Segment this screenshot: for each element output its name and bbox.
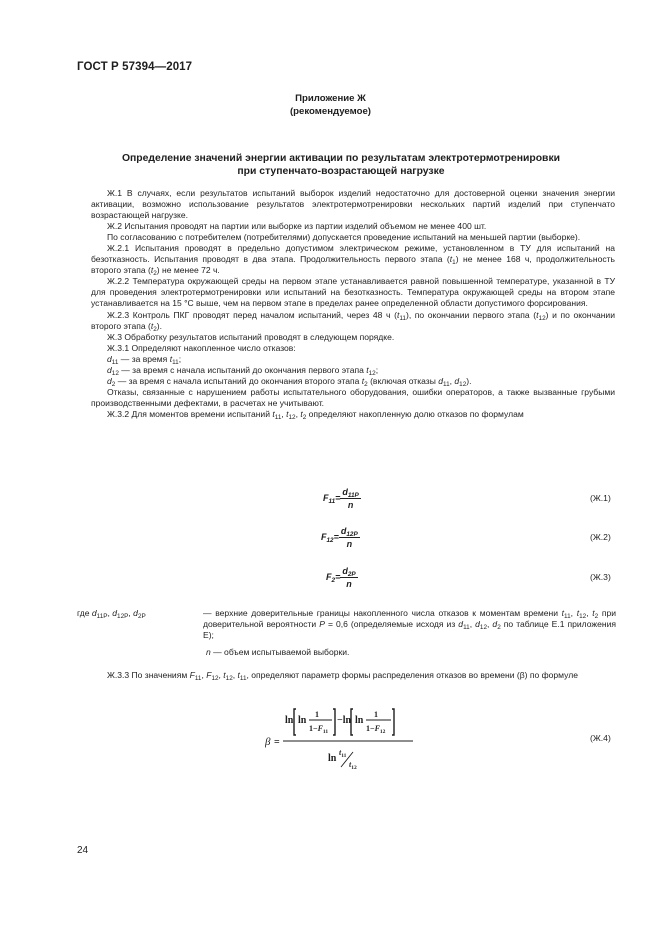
paragraph-zh1: Ж.1 В случаях, если результатов испытаний выборок изделий недостаточно для достоверной оценки значения энергии активации, возможно использование результатов электротермотренировки нескольких партий изделий при ступенчато возрастающей нагрузке. <box>91 188 615 221</box>
svg-text:t12: $t_{12}$ <box>349 760 357 771</box>
paragraph-zh33: Ж.3.3 По значениям $F_{11}$, $F_{12}$, $t_{12}$, $t_{11}$, определяют параметр формы распределения отказов во времени (β) по формуле <box>107 670 578 682</box>
where-label: где $d_{11P}$, $d_{12P}$, $d_{2P}$ <box>77 608 146 620</box>
paragraph-zh2: Ж.2 Испытания проводят на партии или выборке из партии изделий объемом не менее 400 шт. <box>107 221 487 232</box>
svg-text:1−F12: $1-F_{12}$ <box>366 724 386 735</box>
svg-text:ln: ln <box>285 715 294 726</box>
paragraph-zh33-block <box>91 670 615 681</box>
svg-text:t11: $t_{11}$ <box>339 748 347 759</box>
item-d11: $d_{11}$ — за время $t_{11}$; <box>107 353 182 366</box>
equation-number-zh4: (Ж.4) <box>590 733 611 743</box>
formula-zh3: $F_2=$ $\frac{d_{2P}}{n}$ <box>326 566 356 589</box>
formula-zh4 <box>265 703 415 773</box>
svg-text:=: = <box>274 737 280 748</box>
paragraph-zh23: Ж.2.3 Контроль ПКГ проводят перед началом испытаний, через 48 ч $(t_{11})$, по окончании первого этапа $(t_{12})$ и по окончании второго этапа $(t_2)$. <box>91 309 615 333</box>
equation-number-zh1: (Ж.1) <box>590 493 611 503</box>
section-title-line1: Определение значений энергии активации по результатам электротермотренировки <box>121 153 561 164</box>
formula-zh1: $F_{11}=$ $\frac{d_{11P}}{n}$ <box>323 487 359 510</box>
where-n: n — объем испытываемой выборки. <box>206 647 350 657</box>
svg-text:−ln: −ln <box>337 715 352 726</box>
appendix-status: (рекомендуемое) <box>289 106 371 117</box>
where-text: — верхние доверительные границы накопленного числа отказов к моментам времени $t_{11}$, $t_{12}$, $t_2$ при доверительной вероятности P = 0,6 (определяемые исходя из $d_{11}$, $d_{12}$, $d_2$ по таблице Е.1 приложения Е); <box>203 608 617 641</box>
item-d12: $d_{12}$ — за время с начала испытаний до окончания первого этапа $t_{12}$; <box>107 364 379 377</box>
paragraph-zh2b: По согласованию с потребителем (потребителями) допускается проведение испытаний на меньшей партии (выборке). <box>107 232 581 243</box>
svg-text:ln: ln <box>355 715 364 726</box>
svg-text:ln: ln <box>328 753 337 764</box>
section-title-line2: при ступенчато-возрастающей нагрузке <box>237 166 445 177</box>
equation-number-zh2: (Ж.2) <box>590 532 611 542</box>
standard-header: ГОСТ Р 57394—2017 <box>77 61 193 73</box>
page-number: 24 <box>77 845 89 856</box>
paragraph-zh22: Ж.2.2 Температура окружающей среды на первом этапе устанавливается равной повышенной температуре, указанной в ТУ для проведения электротермотренировки или испытаний на безотказность. Температура окружающей среды на втором этапе устанавливается на 15 °С выше, чем на первом этапе в пределах ранее определенной области допустимого форсирования. <box>91 276 615 309</box>
svg-text:1: 1 <box>374 710 378 719</box>
paragraph-zh31: Ж.3.1 Определяют накопленное число отказов: <box>107 342 296 353</box>
svg-text:1−F11: $1-F_{11}$ <box>309 724 329 735</box>
svg-text:1: 1 <box>315 710 319 719</box>
appendix-title: Приложение Ж <box>295 93 366 104</box>
item-d2: $d_2$ — за время с начала испытаний до окончания второго этапа $t_2$ (включая отказы $d_{11}$, $d_{12}$). <box>107 375 472 388</box>
section-title <box>80 152 602 178</box>
paragraph-otkazy: Отказы, связанные с нарушением работы испытательного оборудования, ошибки операторов, а также вызванные грубыми производственными дефектами, в расчетах не учитывают. <box>91 386 615 408</box>
svg-text:ln: ln <box>298 715 307 726</box>
paragraph-zh21: Ж.2.1 Испытания проводят в предельно допустимом электрическом режиме, установленном в ТУ для испытаний на безотказность. Испытания проводят в два этапа. Продолжительность первого этапа $(t_1)$ не менее 168 ч, продолжительность второго этапа $(t_2)$ не менее 72 ч. <box>91 243 616 278</box>
paragraph-zh3: Ж.3 Обработку результатов испытаний проводят в следующем порядке. <box>107 331 395 342</box>
document-body <box>91 188 615 420</box>
equation-number-zh3: (Ж.3) <box>590 572 611 582</box>
beta-symbol: β <box>265 736 271 748</box>
formula-zh2: $F_{12}=$ $\frac{d_{12P}}{n}$ <box>321 526 358 549</box>
paragraph-zh32: Ж.3.2 Для моментов времени испытаний $t_{11}$, $t_{12}$, $t_2$ определяют накопленную долю отказов по формулам <box>107 408 524 421</box>
